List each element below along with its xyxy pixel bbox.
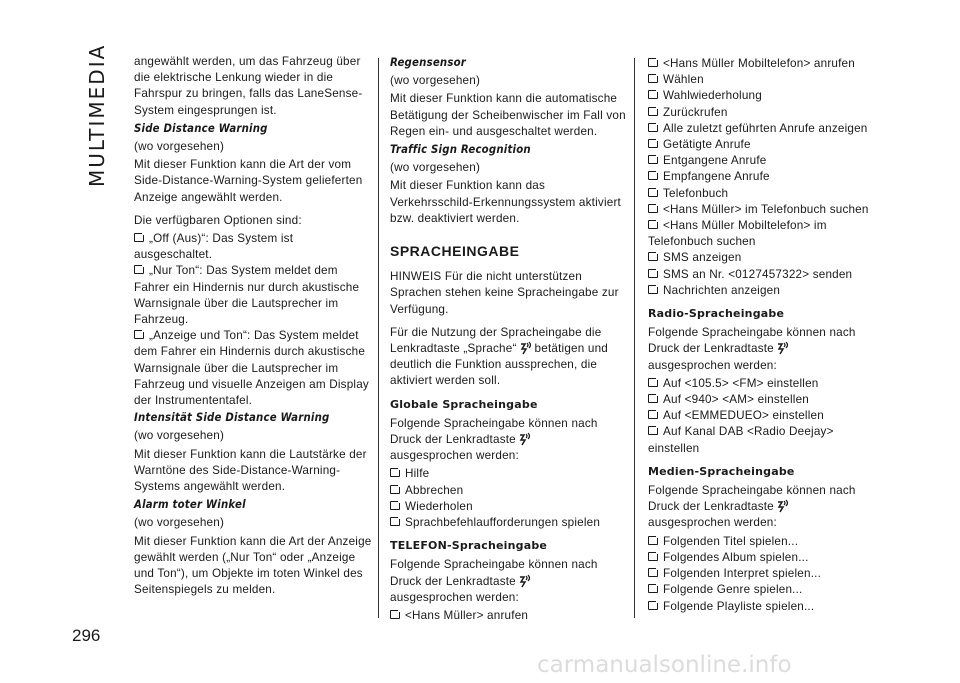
page-number: 296 (72, 626, 101, 645)
availability-note: (wo vorgesehen) (134, 516, 225, 530)
bullet-icon (648, 204, 658, 213)
bullet-icon (390, 485, 400, 494)
subheading-media-voice: Medien-Spracheingabe (648, 464, 795, 478)
paragraph: Mit dieser Funktion kann die Art der Anzeige gewählt werden („Nur Ton“ oder „Anzeige und Ton“), um Objekte im toten Winkel des Seitenspiegels zu melden. (134, 534, 372, 597)
bullet-item: Entgangene Anrufe (648, 153, 880, 169)
bullet-icon (648, 58, 658, 67)
paragraph: Mit dieser Funktion kann die automatische Betätigung der Scheibenwischer im Fall von Regen ein- und ausgeschaltet werden. (390, 92, 626, 138)
bullet-icon (648, 90, 658, 99)
paragraph: Folgende Spracheingabe können nach Druck der Lenkradtaste ausgesprochen werden: (648, 326, 856, 372)
bullet-item: „Off (Aus)“: Das System ist ausgeschaltet. (134, 232, 294, 262)
bullet-item: <Hans Müller Mobiltelefon> im Telefonbuch suchen (648, 219, 827, 249)
bullet-icon (648, 220, 658, 229)
bullet-icon (648, 410, 658, 419)
bullet-item: Abbrechen (390, 483, 628, 499)
bullet-icon (390, 468, 400, 477)
bullet-item: Folgende Genre spielen... (648, 582, 880, 598)
bullet-icon (648, 552, 658, 561)
paragraph: Mit dieser Funktion kann das Verkehrsschild-Erkennungssystem aktiviert bzw. deaktiviert werden. (390, 179, 621, 225)
bullet-icon (648, 568, 658, 577)
note-paragraph: HINWEIS Für die nicht unterstützen Sprachen stehen keine Spracheingabe zur Verfügung. (390, 270, 619, 316)
bullet-item: Folgenden Titel spielen... (648, 534, 880, 550)
bullet-icon (134, 265, 144, 274)
voice-command-icon (518, 432, 532, 446)
bullet-item: Empfangene Anrufe (648, 169, 880, 185)
availability-note: (wo vorgesehen) (134, 429, 225, 443)
bullet-item: SMS anzeigen (648, 250, 880, 266)
bullet-item: Auf <105.5> <FM> einstellen (648, 376, 880, 392)
bullet-icon (648, 601, 658, 610)
availability-note: (wo vorgesehen) (134, 140, 225, 154)
column-2 (390, 54, 628, 624)
paragraph: angewählt werden, um das Fahrzeug über die elektrische Lenkung wieder in die Fahrspur zu bringen, falls das LaneSense-System eingesprungen ist. (134, 55, 363, 117)
bullet-item: Getätigte Anrufe (648, 137, 880, 153)
bullet-icon (648, 584, 658, 593)
bullet-icon (648, 269, 658, 278)
voice-command-icon (776, 341, 790, 355)
bullet-item: SMS an Nr. <0127457322> senden (648, 267, 880, 283)
bullet-item: Alle zuletzt geführten Anrufe anzeigen (648, 121, 880, 137)
bullet-item: <Hans Müller> im Telefonbuch suchen (648, 202, 880, 218)
bullet-item: „Nur Ton“: Das System meldet dem Fahrer ein Hindernis nur durch akustische Warnsignale über die Lautsprecher im Fahrzeug. (134, 264, 360, 327)
bullet-icon (648, 139, 658, 148)
column-divider (378, 58, 379, 618)
side-section-title: MULTIMEDIA (85, 43, 109, 187)
column-1 (134, 54, 374, 601)
bullet-icon (648, 285, 658, 294)
bullet-icon (648, 123, 658, 132)
paragraph: Mit dieser Funktion kann die Art der vom Side-Distance-Warning-System gelieferten Anzeige angewählt werden. (134, 158, 363, 204)
column-divider (634, 58, 635, 618)
bullet-item: Telefonbuch (648, 186, 880, 202)
bullet-item: Wahlwiederholung (648, 88, 880, 104)
bullet-item: Sprachbefehlaufforderungen spielen (390, 515, 628, 531)
paragraph: Folgende Spracheingabe können nach Druck der Lenkradtaste ausgesprochen werden: (648, 484, 856, 530)
bullet-icon (390, 501, 400, 510)
bullet-item: Folgende Playliste spielen... (648, 599, 880, 615)
subheading-side-distance-warning: Side Distance Warning (134, 121, 268, 135)
paragraph: Folgende Spracheingabe können nach Druck der Lenkradtaste ausgesprochen werden: (390, 416, 598, 463)
bullet-icon (648, 378, 658, 387)
bullet-icon (648, 252, 658, 261)
bullet-icon (134, 233, 144, 242)
subheading-phone-voice: TELEFON-Spracheingabe (390, 539, 548, 553)
bullet-icon (648, 188, 658, 197)
bullet-item: Wiederholen (390, 499, 628, 515)
bullet-item: Wählen (648, 72, 880, 88)
bullet-item: <Hans Müller> anrufen (390, 608, 628, 624)
bullet-item: Folgendes Album spielen... (648, 550, 880, 566)
bullet-icon (134, 330, 144, 339)
paragraph: Für die Nutzung der Spracheingabe die Lenkradtaste „Sprache“ betätigen und deutlich die Funktion aussprechen, die aktiviert werden soll. (390, 325, 608, 388)
bullet-item: <Hans Müller Mobiltelefon> anrufen (648, 56, 880, 72)
section-heading-spracheingabe: SPRACHEINGABE (390, 243, 520, 260)
voice-command-icon (776, 499, 790, 513)
bullet-item: Zurückrufen (648, 105, 880, 121)
bullet-icon (648, 107, 658, 116)
bullet-item: „Anzeige und Ton“: Das System meldet dem Fahrer ein Hindernis durch akustische Warnsignale über die Lautsprecher im Fahrzeug und visuelle Anzeigen am Display der Instrumententafel. (134, 329, 369, 408)
subheading-global-voice: Globale Spracheingabe (390, 397, 538, 411)
subheading-radio-voice: Radio-Spracheingabe (648, 307, 785, 321)
subheading-traffic-sign: Traffic Sign Recognition (390, 143, 531, 157)
bullet-icon (648, 171, 658, 180)
bullet-icon (648, 394, 658, 403)
subheading-intensity: Intensität Side Distance Warning (134, 411, 330, 425)
voice-command-icon (518, 574, 532, 588)
voice-command-icon (519, 341, 533, 355)
bullet-icon (648, 536, 658, 545)
bullet-item: Auf <940> <AM> einstellen (648, 392, 880, 408)
availability-note: (wo vorgesehen) (390, 161, 481, 175)
bullet-icon (390, 517, 400, 526)
bullet-item: Auf <EMMEDUEO> einstellen (648, 408, 880, 424)
bullet-item: Hilfe (390, 466, 628, 482)
paragraph: Mit dieser Funktion kann die Lautstärke der Warntöne des Side-Distance-Warning-Systems angewählt werden. (134, 447, 367, 494)
bullet-item: Auf Kanal DAB <Radio Deejay> einstellen (648, 425, 834, 455)
paragraph: Die verfügbaren Optionen sind: (134, 213, 302, 227)
bullet-item: Folgenden Interpret spielen... (648, 566, 880, 582)
subheading-rain-sensor: Regensensor (390, 56, 466, 69)
bullet-icon (648, 426, 658, 435)
column-3 (648, 56, 880, 615)
subheading-blind-spot: Alarm toter Winkel (134, 498, 246, 512)
bullet-icon (390, 610, 400, 619)
paragraph: Folgende Spracheingabe können nach Druck der Lenkradtaste ausgesprochen werden: (390, 558, 598, 604)
watermark[interactable]: carmanualsonline.info (537, 652, 792, 678)
bullet-icon (648, 155, 658, 164)
bullet-item: Nachrichten anzeigen (648, 283, 880, 299)
bullet-icon (648, 74, 658, 83)
availability-note: (wo vorgesehen) (390, 74, 481, 88)
